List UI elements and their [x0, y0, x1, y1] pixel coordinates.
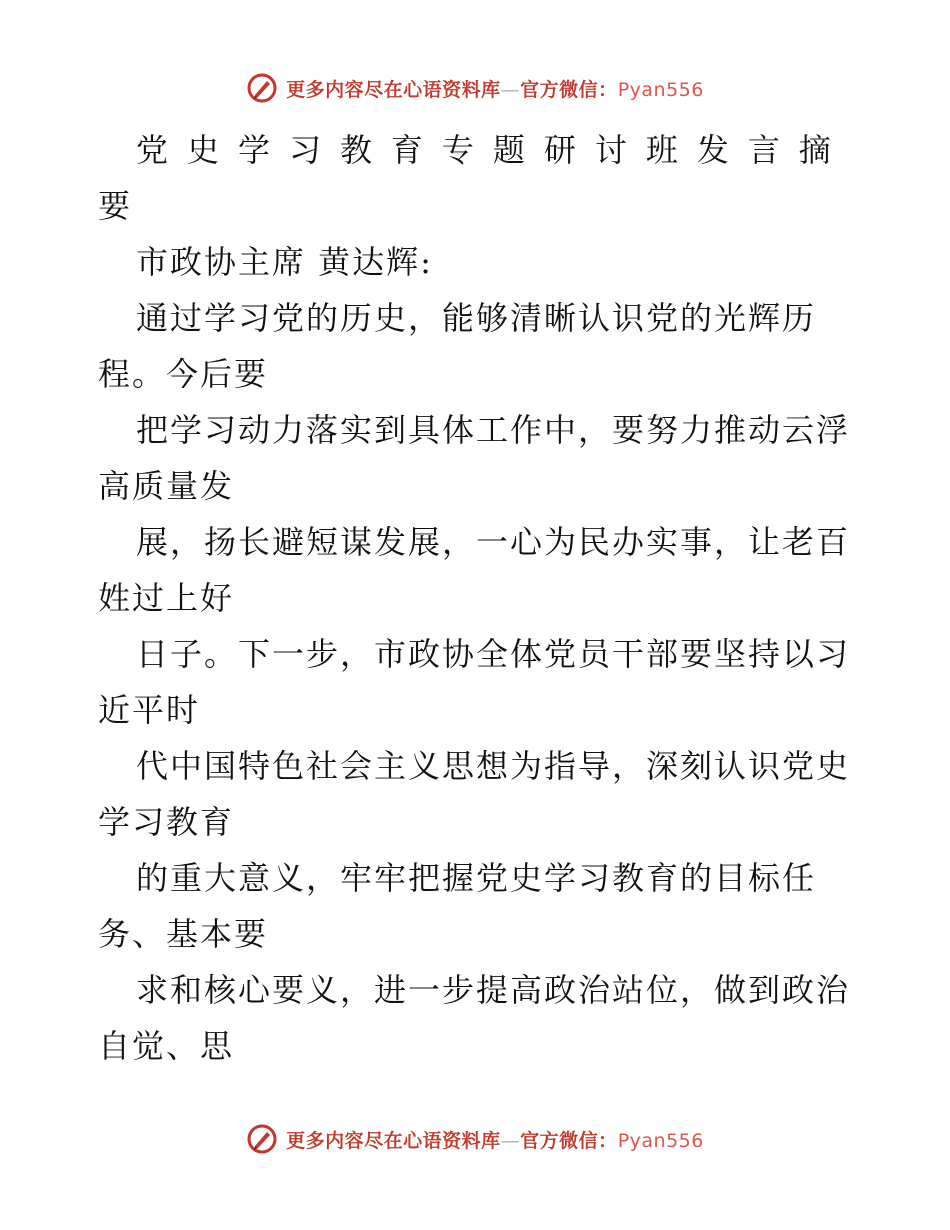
text-line: 展，扬长避短谋发展，一心为民办实事，让老百	[136, 523, 851, 561]
title-char: 发	[696, 131, 729, 169]
text-line: 求和核心要义，进一步提高政治站位，做到政治	[136, 971, 851, 1009]
text-line: 姓过上好	[98, 579, 235, 617]
title-char: 讨	[594, 131, 627, 169]
paragraph	[98, 290, 858, 1074]
text-line: 近平时	[98, 691, 201, 729]
text-line: 自觉、思	[98, 1027, 235, 1065]
title-char: 摘	[798, 131, 831, 169]
text-line: 高质量发	[98, 467, 235, 505]
pen-circle-logo-icon	[246, 1123, 278, 1155]
speaker-line: 市政协主席 黄达辉:	[136, 243, 433, 281]
title-char: 言	[747, 131, 780, 169]
title-char: 研	[543, 131, 576, 169]
document-title	[98, 122, 831, 178]
text-line: 的重大意义，牢牢把握党史学习教育的目标任	[136, 859, 817, 897]
pen-circle-logo-icon	[246, 72, 278, 104]
text-line: 通过学习党的历史，能够清晰认识党的光辉历	[136, 299, 817, 337]
text-line: 日子。下一步，市政协全体党员干部要坚持以习	[136, 635, 851, 673]
header-banner	[0, 72, 950, 104]
title-char: 题	[492, 131, 525, 169]
title-char: 史	[186, 131, 219, 169]
text-line: 学习教育	[98, 803, 235, 841]
title-char: 习	[288, 131, 321, 169]
text-line: 把学习动力落实到具体工作中，要努力推动云浮	[136, 411, 851, 449]
header-banner-text: 更多内容尽在心语资料库—官方微信：Pyan556	[286, 78, 704, 101]
title-char: 教	[339, 131, 372, 169]
title-char: 专	[441, 131, 474, 169]
title-char: 学	[237, 131, 270, 169]
title-char: 班	[645, 131, 678, 169]
document-title-wrap: 要	[98, 187, 133, 225]
document-body	[98, 122, 858, 1074]
title-char: 党	[136, 131, 169, 169]
text-line: 代中国特色社会主义思想为指导，深刻认识党史	[136, 747, 851, 785]
title-char: 育	[390, 131, 423, 169]
footer-banner-text: 更多内容尽在心语资料库—官方微信：Pyan556	[286, 1129, 704, 1152]
text-line: 程。今后要	[98, 355, 269, 393]
footer-banner	[0, 1123, 950, 1155]
text-line: 务、基本要	[98, 915, 269, 953]
